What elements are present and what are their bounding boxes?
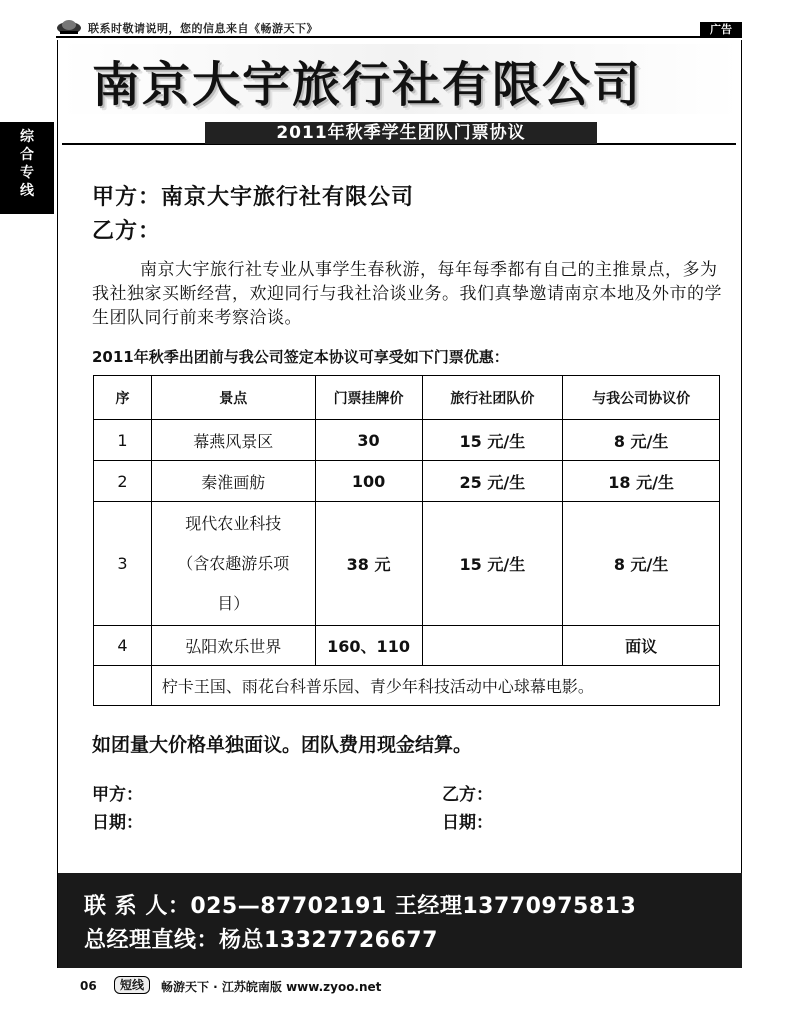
gm-direct-line: 总经理直线：杨总13327726677: [84, 928, 438, 953]
header-spot: 景点: [151, 376, 315, 420]
table-header-row: [94, 376, 720, 420]
contact-box: [58, 873, 742, 968]
contact-phone-line: 联 系 人：025—87702191 王经理13770975813: [84, 894, 637, 919]
section-badge: 短线: [114, 976, 150, 994]
intro-paragraph: 南京大宇旅行社专业从事学生春秋游，每年每季都有自己的主推景点，多为我社独家买断经营，欢迎同行与我社洽谈业务。我们真挚邀请南京本地及外市的学生团队同行前来考察洽谈。: [92, 260, 722, 328]
row-group-price: 25 元/生: [422, 461, 563, 502]
row-agreed-price: 8 元/生: [563, 420, 720, 461]
other-attractions-note: 柠卡王国、雨花台科普乐园、青少年科技活动中心球幕电影。: [151, 666, 719, 706]
row-no: 1: [94, 420, 152, 461]
agreement-subtitle: 2011年秋季学生团队门票协议: [205, 122, 597, 144]
side-tab-char: 专: [20, 165, 34, 181]
row-group-price: 15 元/生: [422, 420, 563, 461]
page-footer: [58, 975, 742, 997]
party-a-heading: 甲方：南京大宇旅行社有限公司: [92, 185, 415, 210]
table-row: [94, 420, 720, 461]
header-agreed-price: 与我公司协议价: [563, 376, 720, 420]
row-spot: [151, 502, 315, 626]
signature-party-b: 乙方：: [442, 785, 493, 805]
row-spot-line: （含农趣游乐项: [177, 553, 290, 573]
row-spot: 弘阳欢乐世界: [151, 626, 315, 666]
row-spot: 幕燕风景区: [151, 420, 315, 461]
row-group-price: [422, 626, 563, 666]
footer-publication: 畅游天下 · 江苏皖南版 www.zyoo.net: [161, 980, 382, 994]
table-note-row: [94, 666, 720, 706]
row-agreed-price: 18 元/生: [563, 461, 720, 502]
party-b-heading: 乙方：: [92, 219, 162, 244]
signature-date-b: 日期：: [442, 813, 493, 833]
section-side-tab: [0, 122, 54, 214]
ad-label: 广告: [700, 22, 742, 38]
row-agreed-price: 面议: [563, 626, 720, 666]
row-no: 4: [94, 626, 152, 666]
row-list-price: 100: [315, 461, 422, 502]
header-group-price: 旅行社团队价: [422, 376, 563, 420]
ticket-price-table: [93, 375, 720, 706]
row-no: 2: [94, 461, 152, 502]
row-group-price: 15 元/生: [422, 502, 563, 626]
row-list-price: 160、110: [315, 626, 422, 666]
header-list-price: 门票挂牌价: [315, 376, 422, 420]
row-spot-line: 现代农业科技: [185, 513, 282, 533]
row-no: 3: [94, 502, 152, 626]
row-no-empty: [94, 666, 152, 706]
table-row: [94, 461, 720, 502]
header-no: 序: [94, 376, 152, 420]
page-number: 06: [80, 979, 97, 993]
signature-date-a: 日期：: [92, 813, 143, 833]
signature-party-a: 甲方：: [92, 785, 143, 805]
side-tab-char: 合: [20, 147, 34, 163]
row-list-price: 38 元: [315, 502, 422, 626]
company-title: 南京大宇旅行社有限公司: [92, 57, 643, 113]
offer-note: 2011年秋季出团前与我公司签定本协议可享受如下门票优惠：: [92, 348, 509, 366]
negotiation-note: 如团量大价格单独面议。团队费用现金结算。: [92, 734, 473, 756]
magazine-logo-icon: [56, 18, 82, 36]
row-list-price: 30: [315, 420, 422, 461]
row-spot-line: 目）: [217, 593, 250, 613]
row-spot: 秦淮画舫: [151, 461, 315, 502]
row-agreed-price: 8 元/生: [563, 502, 720, 626]
top-bar: [0, 0, 800, 40]
table-row: [94, 626, 720, 666]
side-tab-char: 综: [20, 129, 34, 145]
side-tab-char: 线: [20, 183, 34, 199]
source-notice: 联系时敬请说明，您的信息来自《畅游天下》: [88, 22, 318, 35]
top-divider: [56, 36, 742, 38]
table-row: [94, 502, 720, 626]
